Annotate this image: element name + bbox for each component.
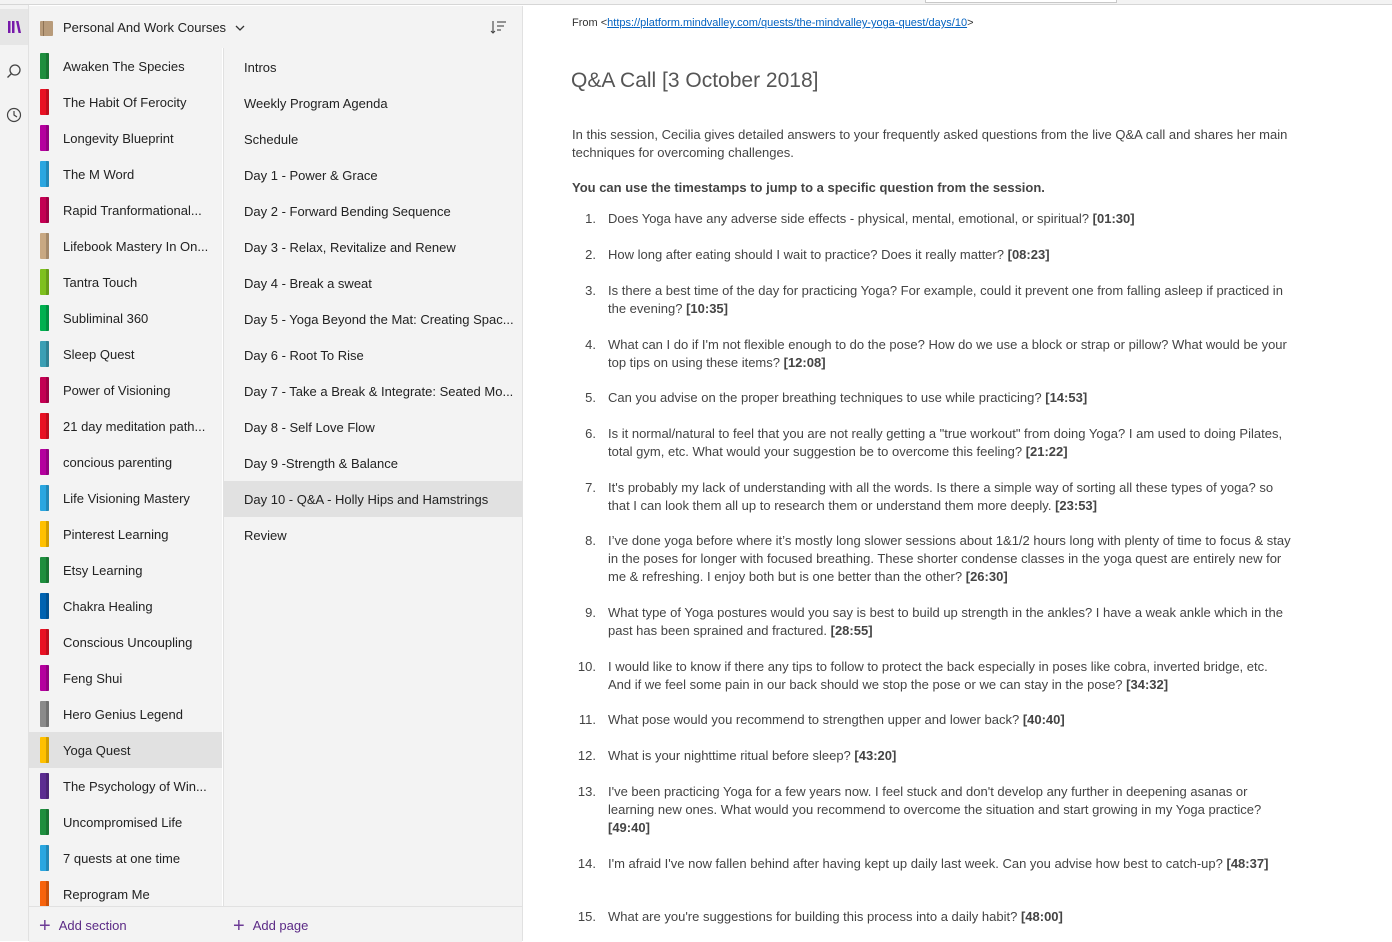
section-item[interactable] [29, 552, 222, 588]
section-item[interactable] [29, 228, 222, 264]
add-section-label: Add section [58, 918, 127, 933]
question-timestamp: [26:30] [965, 569, 1008, 584]
section-color-tab [40, 341, 49, 367]
question-number: 9. [585, 605, 596, 620]
section-color-tab [40, 773, 49, 799]
source-prefix: From < [572, 17, 608, 29]
page-label: Day 5 - Yoga Beyond the Mat: Creating Spac... [244, 312, 514, 327]
source-suffix: > [967, 17, 974, 29]
section-label: The Psychology of Win... [63, 779, 207, 794]
section-label: concious parenting [63, 455, 173, 470]
sort-icon[interactable] [490, 18, 508, 36]
page-item[interactable] [224, 49, 523, 85]
section-color-tab [40, 521, 49, 547]
question-text: What type of Yoga postures would you say is best to build up strength in the ankles? I have a weak ankle which in the past has been sprained and fractured. [608, 605, 1283, 638]
notebooks-button[interactable] [0, 9, 28, 45]
question-timestamp: [48:00] [1020, 909, 1063, 924]
question-item[interactable] [572, 282, 1292, 318]
search-button[interactable] [0, 53, 28, 89]
page-item[interactable] [224, 373, 523, 409]
question-text: Is there a best time of the day for practicing Yoga? For example, could it prevent one from falling asleep if practiced in the evening? [608, 283, 1283, 316]
section-item[interactable] [29, 120, 222, 156]
question-timestamp: [34:32] [1126, 677, 1169, 692]
question-number: 14. [577, 856, 596, 871]
page-item[interactable] [224, 337, 523, 373]
page-title[interactable]: Q&A Call [3 October 2018] [571, 69, 819, 92]
page-item[interactable] [224, 301, 523, 337]
question-item[interactable] [572, 210, 1292, 228]
page-item[interactable] [224, 157, 523, 193]
page-label: Weekly Program Agenda [244, 96, 388, 111]
section-label: Pinterest Learning [63, 527, 169, 542]
question-item[interactable] [572, 389, 1292, 407]
section-item[interactable] [29, 588, 222, 624]
section-label: Yoga Quest [63, 743, 131, 758]
navigation-rail [0, 5, 29, 941]
section-label: Awaken The Species [63, 59, 185, 74]
add-page-button[interactable] [233, 914, 309, 937]
page-list [223, 48, 523, 906]
section-item[interactable] [29, 48, 222, 84]
section-item[interactable] [29, 84, 222, 120]
section-color-tab [40, 809, 49, 835]
question-body [608, 908, 1292, 926]
page-item[interactable] [224, 517, 523, 553]
notebooks-icon [7, 19, 21, 35]
question-number: 12. [577, 748, 596, 763]
section-item[interactable] [29, 300, 222, 336]
page-label: Day 4 - Break a sweat [244, 276, 372, 291]
question-text: I would like to know if there any tips to follow to protect the back especially in poses like cobra, inverted bridge, etc. And if we feel some pain in our back should we stop the pose or we can stay in the pose? [608, 659, 1268, 692]
question-body [608, 658, 1292, 694]
question-number: 10. [577, 659, 596, 674]
section-color-tab [40, 161, 49, 187]
section-color-tab [40, 449, 49, 475]
section-label: Life Visioning Mastery [63, 491, 190, 506]
section-list [29, 48, 222, 906]
question-text: What are you're suggestions for building this process into a daily habit? [608, 909, 1018, 924]
section-label: Etsy Learning [63, 563, 143, 578]
question-number: 1. [585, 211, 596, 226]
page-item[interactable] [224, 445, 523, 481]
plus-icon: + [39, 914, 51, 937]
intro-paragraph[interactable]: In this session, Cecilia gives detailed answers to your frequently asked questions from the live Q&A call and shares her main techniques for overcoming challenges. [572, 127, 1288, 160]
question-text: Is it normal/natural to feel that you are not really getting a "true workout" from doing Yoga? I am used to doing Pilates, total gym, etc. What would your suggestion be to overcome this feeling? [608, 426, 1283, 459]
page-label: Day 3 - Relax, Revitalize and Renew [244, 240, 456, 255]
question-text: It's probably my lack of understanding with all the words. Is there a simple way of sorting all these types of yoga? so that I can look them all up to research them or understand them more deeply. [608, 480, 1274, 513]
section-color-tab [40, 665, 49, 691]
question-item[interactable] [572, 479, 1292, 515]
search-icon [6, 63, 22, 79]
question-timestamp: [08:23] [1007, 247, 1050, 262]
question-item[interactable] [572, 855, 1292, 873]
question-number: 7. [585, 480, 596, 495]
section-label: Sleep Quest [63, 347, 135, 362]
section-item[interactable] [29, 156, 222, 192]
section-label: The Habit Of Ferocity [63, 95, 187, 110]
chevron-down-icon[interactable] [235, 23, 245, 33]
section-item[interactable] [29, 624, 222, 660]
section-item[interactable] [29, 408, 222, 444]
page-item[interactable] [224, 229, 523, 265]
section-color-tab [40, 89, 49, 115]
question-text: I'm afraid I've now fallen behind after having kept up daily last week. Can you advise how best to catch-up? [608, 856, 1223, 871]
section-item[interactable] [29, 192, 222, 228]
add-bar [29, 906, 522, 942]
question-number: 6. [585, 426, 596, 441]
section-label: 7 quests at one time [63, 851, 181, 866]
section-color-tab [40, 845, 49, 871]
section-label: Longevity Blueprint [63, 131, 174, 146]
section-color-tab [40, 629, 49, 655]
recent-icon [6, 107, 22, 123]
page-content[interactable] [523, 5, 1392, 941]
page-item[interactable] [224, 121, 523, 157]
page-label: Day 8 - Self Love Flow [244, 420, 375, 435]
page-label: Day 10 - Q&A - Holly Hips and Hamstrings [244, 492, 489, 507]
question-body [608, 855, 1292, 873]
question-item[interactable] [572, 532, 1292, 586]
question-timestamp: [48:37] [1226, 856, 1269, 871]
question-timestamp: [40:40] [1022, 712, 1065, 727]
question-text: Does Yoga have any adverse side effects - physical, mental, emotional, or spiritual? [608, 211, 1090, 226]
page-label: Day 9 -Strength & Balance [244, 456, 398, 471]
section-color-tab [40, 197, 49, 223]
question-text: What is your nighttime ritual before sleep? [608, 748, 851, 763]
question-text: What pose would you recommend to strengthen upper and lower back? [608, 712, 1020, 727]
page-label: Day 2 - Forward Bending Sequence [244, 204, 451, 219]
section-color-tab [40, 125, 49, 151]
question-number: 8. [585, 533, 596, 548]
question-timestamp: [43:20] [854, 748, 897, 763]
question-timestamp: [12:08] [783, 355, 826, 370]
question-text: Can you advise on the proper breathing techniques to use while practicing? [608, 390, 1042, 405]
page-item[interactable] [224, 85, 523, 121]
section-label: Subliminal 360 [63, 311, 149, 326]
section-item[interactable] [29, 264, 222, 300]
section-color-tab [40, 737, 49, 763]
section-color-tab [40, 593, 49, 619]
page-item[interactable] [224, 409, 523, 445]
page-label: Review [244, 528, 287, 543]
section-color-tab [40, 233, 49, 259]
question-text: How long after eating should I wait to practice? Does it really matter? [608, 247, 1004, 262]
section-color-tab [40, 305, 49, 331]
question-body [608, 783, 1292, 837]
question-number: 11. [578, 712, 596, 727]
question-timestamp: [28:55] [830, 623, 873, 638]
section-item[interactable] [29, 444, 222, 480]
section-color-tab [40, 413, 49, 439]
question-timestamp: [21:22] [1025, 444, 1068, 459]
section-label: Uncompromised Life [63, 815, 183, 830]
question-item[interactable] [572, 246, 1292, 264]
question-body [608, 389, 1292, 407]
timestamps-note[interactable]: You can use the timestamps to jump to a specific question from the session. [572, 180, 1045, 195]
question-body [608, 425, 1292, 461]
source-line [572, 17, 974, 29]
section-item[interactable] [29, 516, 222, 552]
question-body [608, 604, 1292, 640]
question-body [608, 747, 1292, 765]
page-label: Day 1 - Power & Grace [244, 168, 378, 183]
section-color-tab [40, 701, 49, 727]
question-timestamp: [14:53] [1045, 390, 1088, 405]
section-color-tab [40, 881, 49, 907]
question-number: 3. [585, 283, 596, 298]
section-color-tab [40, 269, 49, 295]
question-body [608, 711, 1292, 729]
question-number: 15. [577, 909, 596, 924]
section-label: Reprogram Me [63, 887, 150, 902]
section-color-tab [40, 53, 49, 79]
question-item[interactable] [572, 783, 1292, 837]
search-box-edge[interactable] [925, 0, 1117, 3]
notebook-header[interactable] [29, 6, 522, 48]
page-item[interactable] [224, 265, 523, 301]
page-item[interactable] [224, 193, 523, 229]
section-label: Chakra Healing [63, 599, 153, 614]
section-color-tab [40, 485, 49, 511]
question-timestamp: [23:53] [1055, 498, 1097, 513]
section-color-tab [40, 377, 49, 403]
question-item[interactable] [572, 336, 1292, 372]
question-item[interactable] [572, 425, 1292, 461]
section-label: Lifebook Mastery In On... [63, 239, 209, 254]
question-body [608, 336, 1292, 372]
question-timestamp: [49:40] [608, 820, 650, 835]
question-text: I’ve done yoga before where it’s mostly long slower sessions about 1&1/2 hours long with plenty of time to focus & stay in the poses for longer with focused breathing. These shorter condense classes in the yoga quest are entirely new for me & refreshing. I enjoy both but is one better than the other? [608, 533, 1291, 584]
add-section-button[interactable] [39, 914, 127, 937]
notebook-title[interactable]: Personal And Work Courses [63, 20, 227, 35]
page-label: Day 6 - Root To Rise [244, 348, 364, 363]
section-label: 21 day meditation path... [63, 419, 206, 434]
question-timestamp: [10:35] [686, 301, 728, 316]
question-body [608, 479, 1292, 515]
section-label: Feng Shui [63, 671, 123, 686]
section-label: Power of Visioning [63, 383, 171, 398]
question-number: 13. [577, 784, 596, 799]
page-label: Intros [244, 60, 277, 75]
question-item[interactable] [572, 604, 1292, 640]
section-item[interactable] [29, 840, 222, 876]
question-body [608, 246, 1292, 264]
notebook-icon [40, 21, 53, 36]
question-item[interactable] [572, 908, 1292, 926]
add-page-label: Add page [252, 918, 309, 933]
section-item[interactable] [29, 372, 222, 408]
question-number: 4. [585, 337, 596, 352]
page-item[interactable] [224, 481, 523, 517]
page-label: Schedule [244, 132, 299, 147]
section-item[interactable] [29, 732, 222, 768]
section-label: Conscious Uncoupling [63, 635, 193, 650]
question-item[interactable] [572, 711, 1292, 729]
question-item[interactable] [572, 747, 1292, 765]
question-item[interactable] [572, 658, 1292, 694]
section-label: The M Word [63, 167, 135, 182]
section-item[interactable] [29, 336, 222, 372]
question-body [608, 210, 1292, 228]
section-label: Rapid Tranformational... [63, 203, 202, 218]
source-link[interactable]: https://platform.mindvalley.com/quests/the-mindvalley-yoga-quest/days/10 [607, 17, 968, 29]
question-number: 2. [585, 247, 596, 262]
section-item[interactable] [29, 768, 222, 804]
section-item[interactable] [29, 804, 222, 840]
question-body [608, 282, 1292, 318]
section-label: Tantra Touch [63, 275, 138, 290]
question-text: I've been practicing Yoga for a few years now. I feel stuck and don't develop any further in deepening asanas or learning new ones. What would you recommend to overcome the situation and start growing in my Yoga practice? [608, 784, 1262, 817]
section-label: Hero Genius Legend [63, 707, 183, 722]
question-number: 5. [585, 390, 596, 405]
page-label: Day 7 - Take a Break & Integrate: Seated Mo... [244, 384, 514, 399]
section-item[interactable] [29, 660, 222, 696]
plus-icon: + [233, 914, 245, 937]
question-body [608, 532, 1292, 586]
recent-notes-button[interactable] [0, 97, 28, 133]
question-text: What can I do if I'm not flexible enough to do the pose? How do we use a block or strap or pillow? What would be your top tips on using these items? [608, 337, 1287, 370]
section-color-tab [40, 557, 49, 583]
section-item[interactable] [29, 480, 222, 516]
question-timestamp: [01:30] [1092, 211, 1135, 226]
section-item[interactable] [29, 696, 222, 732]
